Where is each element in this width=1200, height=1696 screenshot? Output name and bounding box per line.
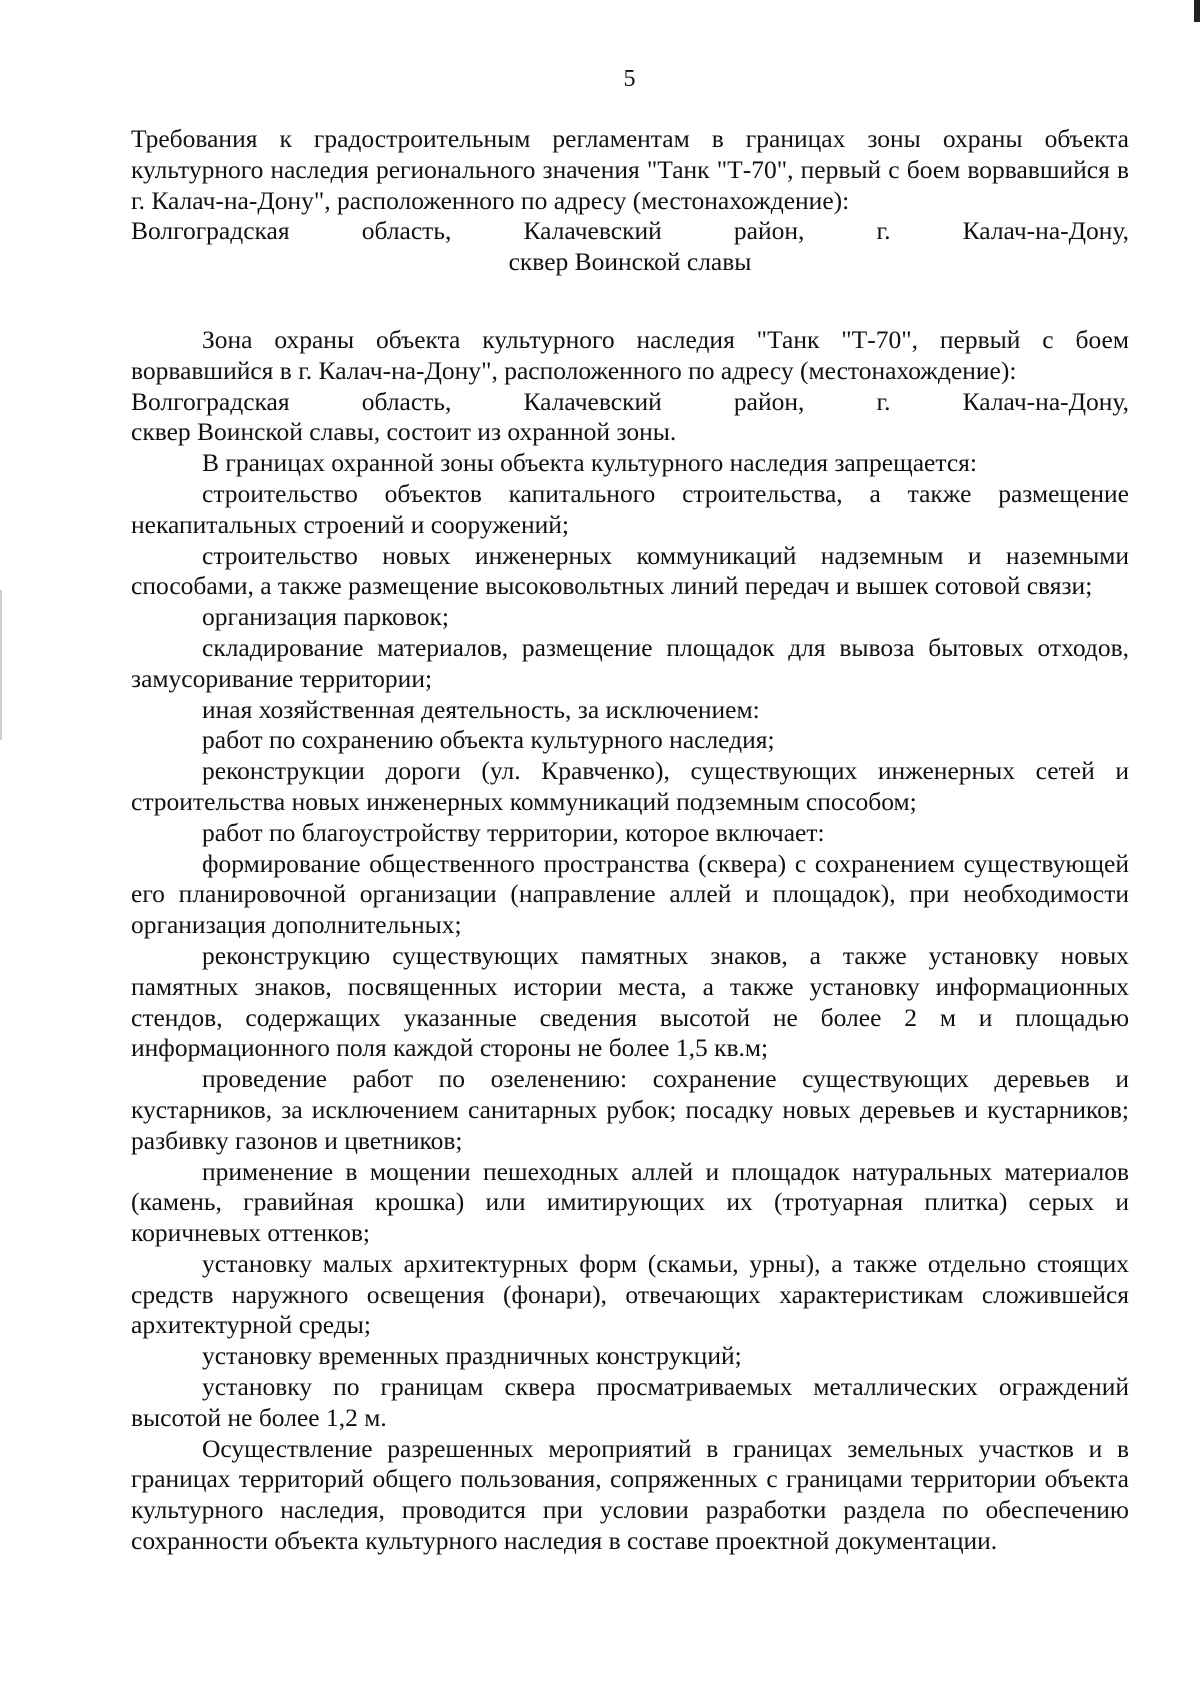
list-item: строительство новых инженерных коммуникаций надземным и наземными способами, а также размещение высоковольтных линий передач и вышек сотовой связи; [131,540,1129,601]
paragraph: Осуществление разрешенных мероприятий в границах земельных участков и в границах территорий общего пользования, сопряженных с границами территории объекта культурного наследия, проводится при условии разработки раздела по обеспечению сохранности объекта культурного наследия в составе проектной документации. [131,1433,1129,1556]
paragraph: В границах охранной зоны объекта культурного наследия запрещается: [202,448,977,478]
list-item: строительство объектов капитального строительства, а также размещение некапитальных строений и сооружений; [131,478,1129,539]
paragraph: Зона охраны объекта культурного наследия "Танк "Т-70", первый с боем ворвавшийся в г. Калач-на-Дону", расположенного по адресу (местонахождение): [131,324,1129,385]
list-item: реконструкции дороги (ул. Кравченко), существующих инженерных сетей и строительства новых инженерных коммуникаций подземным способом; [131,756,1129,816]
list-item: формирование общественного пространства (сквера) с сохранением существующей его планировочной организации (направление аллей и площадок), при необходимости организация дополнительных; [131,848,1129,940]
list-item: проведение работ по озеленению: сохранение существующих деревьев и кустарников, за исключением санитарных рубок; посадку новых деревьев и кустарников; разбивку газонов и цветников; [131,1064,1129,1155]
heading-line: сквер Воинской славы [508,247,752,277]
paragraph: сквер Воинской славы, состоит из охранной зоны. [131,417,677,447]
regulation-text [131,325,1129,1557]
list-item: работ по сохранению объекта культурного наследия; [202,725,775,755]
heading-line: Требования к градостроительным регламентам в границах зоны охраны объекта культурного наследия регионального значения "Танк "Т-70", первый с боем ворвавшийся в г. Калач-на-Дону", расположенного по адресу (местонахождение): [131,124,1129,215]
document-body [131,124,1129,1557]
list-item: установку временных праздничных конструкций; [202,1341,742,1371]
list-item: установку малых архитектурных форм (скамьи, урны), а также отдельно стоящих средств наружного освещения (фонари), отвечающих характеристикам сложившейся архитектурной среды; [131,1248,1129,1340]
list-item: работ по благоустройству территории, которое включает: [202,817,825,847]
list-item: складирование материалов, размещение площадок для вывоза бытовых отходов, замусоривание территории; [131,632,1129,693]
list-item: установку по границам сквера просматриваемых металлических ограждений высотой не более 1,2 м. [131,1372,1129,1432]
scan-margin-shadow [0,590,2,740]
list-item: применение в мощении пешеходных аллей и площадок натуральных материалов (камень, гравийная крошка) или имитирующих их (тротуарная плитка) серых и коричневых оттенков; [131,1156,1129,1248]
list-item: иная хозяйственная деятельность, за исключением: [202,694,760,724]
list-item: реконструкцию существующих памятных знаков, а также установку новых памятных знаков, посвященных истории места, а также установку информационных стендов, содержащих указанные сведения высотой не более 2 м и площадью информационного поля каждой стороны не более 1,5 кв.м; [131,940,1129,1063]
page-number: 5 [623,66,636,92]
paragraph: Волгоградская область, Калачевский район, г. Калач-на-Дону, [131,386,1129,416]
scan-edge-mark [1194,0,1200,22]
spacer [131,278,1129,325]
document-heading [131,124,1129,278]
list-item: организация парковок; [202,602,450,632]
heading-line: Волгоградская область, Калачевский район, г. Калач-на-Дону, [131,216,1129,246]
